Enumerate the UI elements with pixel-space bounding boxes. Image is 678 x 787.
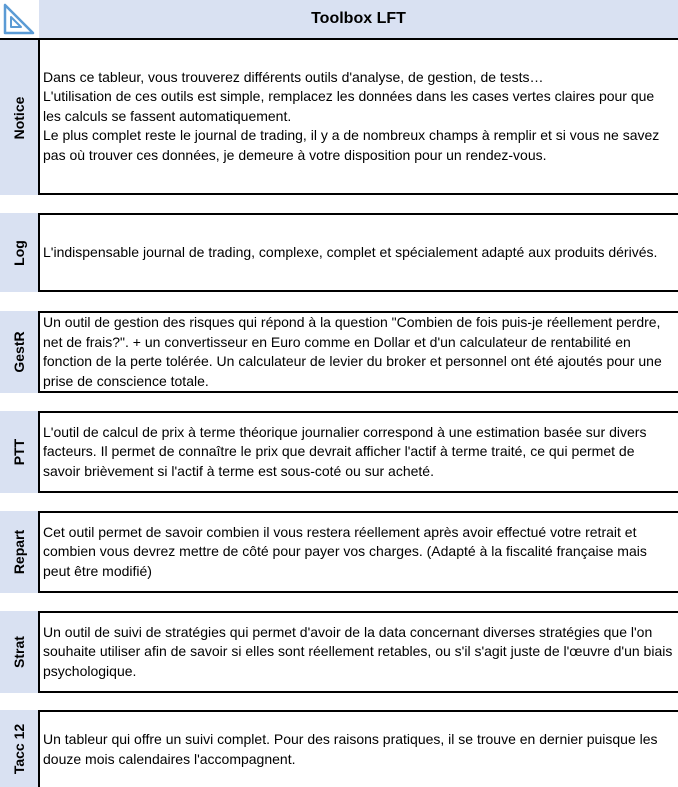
section-description: L'indispensable journal de trading, complexe, complet et spécialement adapté aux produits dérivés. — [43, 243, 658, 260]
description-line: L'utilisation de ces outils est simple, remplacez les données dans les cases vertes claires pour que les calculs se fassent automatiquement. — [43, 88, 655, 124]
logo-cell — [0, 0, 39, 38]
section-description-cell[interactable] — [38, 511, 678, 593]
section-description-cell[interactable] — [38, 40, 678, 195]
section-label: PTT — [11, 438, 27, 466]
section-label-cell — [0, 710, 38, 787]
section-label: GestR — [11, 331, 27, 373]
section-description: Un outil de gestion des risques qui répond à la question "Combien de fois puis-je réellement perdre, net de frais?". + un convertisseur en Euro comme en Dollar et d'un calculateur de rentabilité en fonction de la perte tolérée. Un calculateur de levier du broker et personnel ont été ajoutés pour une prise de conscience totale. — [43, 314, 662, 389]
section-ptt — [0, 411, 678, 493]
set-square-icon — [3, 3, 35, 35]
section-log — [0, 213, 678, 292]
header-row — [0, 0, 678, 40]
section-label-cell — [0, 411, 38, 493]
section-description — [40, 68, 678, 166]
section-label-cell — [0, 311, 38, 393]
section-strat — [0, 611, 678, 693]
section-label: Repart — [11, 529, 27, 575]
section-label: Strat — [11, 636, 27, 668]
section-label-cell — [0, 40, 38, 195]
section-description-cell[interactable] — [38, 411, 678, 493]
section-tacc12 — [0, 710, 678, 787]
page-title: Toolbox LFT — [311, 10, 406, 27]
section-description-cell[interactable] — [38, 311, 678, 393]
section-label: Tacc 12 — [11, 723, 27, 774]
section-label-cell — [0, 511, 38, 593]
section-description: Un outil de suivi de stratégies qui permet d'avoir de la data concernant diverses stratégies que l'on souhaite utiliser afin de savoir si elles sont réellement retables, ou s'il s'agit juste de l'œuvre d'un biais psychologique. — [43, 623, 673, 679]
section-repart — [0, 511, 678, 593]
section-label: Notice — [11, 96, 27, 139]
section-description: Cet outil permet de savoir combien il vous restera réellement après avoir effectué votre retrait et combien vous devrez mettre de côté pour payer vos charges. (Adapté à la fiscalité française mais peut être modifié) — [43, 523, 647, 579]
section-gestr — [0, 311, 678, 393]
section-description-cell[interactable] — [38, 710, 678, 787]
section-description-cell[interactable] — [38, 213, 678, 292]
section-label: Log — [11, 239, 27, 266]
section-label-cell — [0, 611, 38, 693]
section-description: L'outil de calcul de prix à terme théorique journalier correspond à une estimation basée sur divers facteurs. Il permet de connaître le prix que devrait afficher l'actif à terme traité, ce qui permet de savoir brièvement si l'actif à terme est sous-coté ou sur acheté. — [43, 423, 647, 479]
description-line: Le plus complet reste le journal de trading, il y a de nombreux champs à remplir et si vous ne savez pas où trouver ces données, je demeure à votre disposition pour un rendez-vous. — [43, 127, 660, 163]
section-description-cell[interactable] — [38, 611, 678, 693]
description-line: Dans ce tableur, vous trouverez différents outils d'analyse, de gestion, de tests… — [43, 68, 544, 85]
section-description: Un tableur qui offre un suivi complet. Pour des raisons pratiques, il se trouve en dernier puisque les douze mois calendaires l'accompagnent. — [43, 731, 658, 767]
section-notice — [0, 40, 678, 195]
section-label-cell — [0, 213, 38, 292]
